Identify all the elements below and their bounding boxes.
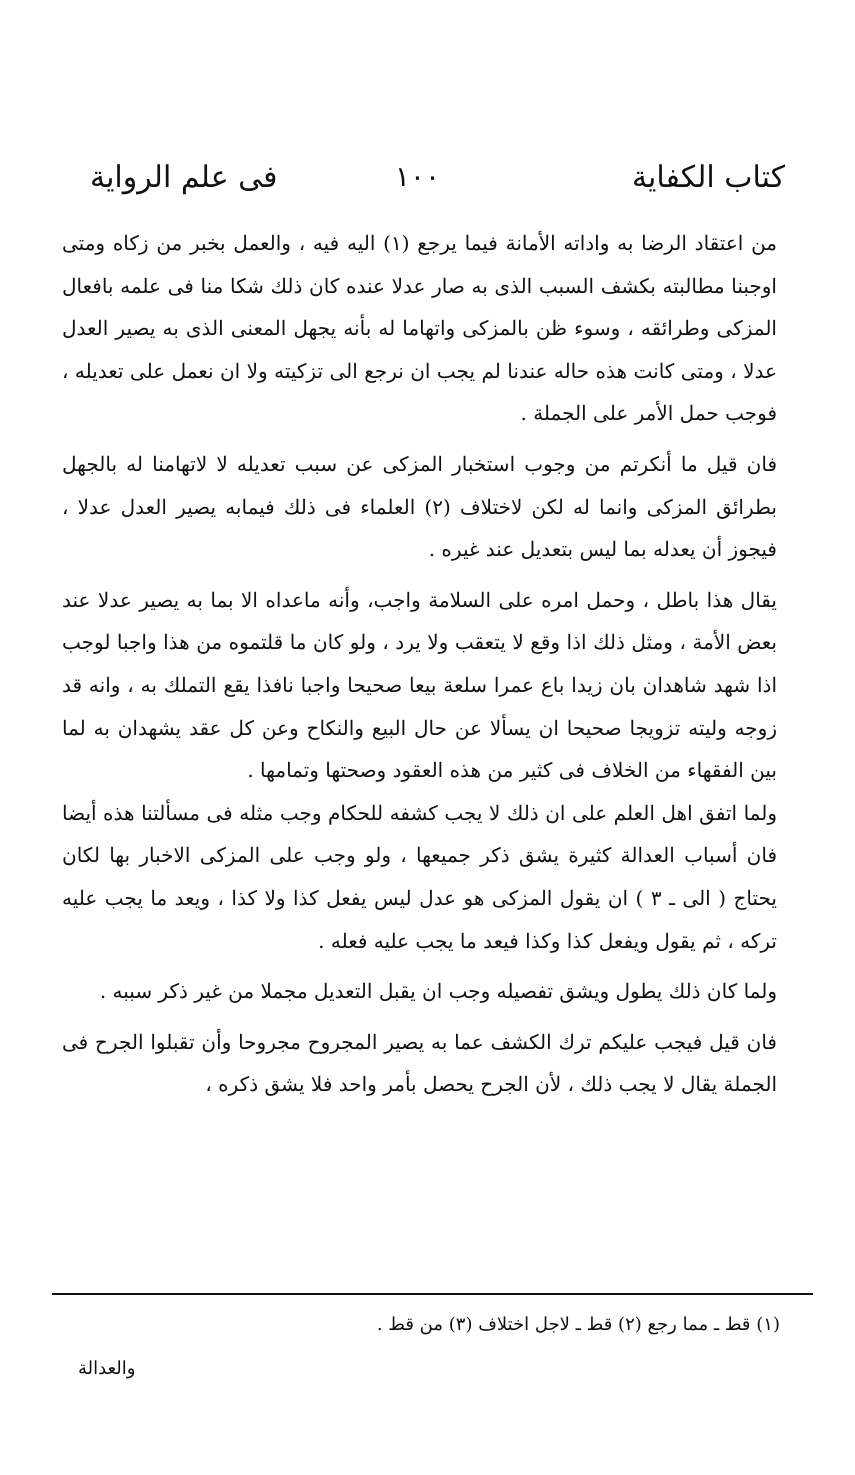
main-text <box>62 222 777 1106</box>
paragraph: ولما كان ذلك يطول ويشق تفصيله وجب ان يقبل التعديل مجملا من غير ذكر سببه . <box>99 979 777 1004</box>
paragraph: فان قيل ما أنكرتم من وجوب استخبار المزكى عن سبب تعديله لا لاتهامنا له بالجهل بطرائق المزكى وانما له لكن لاختلاف (٢) العلماء فى ذلك فيمابه يصير العدل عدلا ، فيجوز أن يعدله بما ليس بتعديل عند غيره . <box>62 451 777 562</box>
paragraph: من اعتقاد الرضا به واداته الأمانة فيما يرجع (١) اليه فيه ، والعمل بخبر من زكاه ومتى اوجبنا مطالبته بكشف السبب الذى به صار عدلا عنده كان ذلك شكا منا فى علمه بافعال المزكى وطرائقه ، وسوء ظن بالمزكى واتهاما له بأنه يجهل المعنى الذى به يصير العدل عدلا ، ومتى كانت هذه حاله عندنا لم يجب ان نرجع الى تزكيته ولا ان نعمل على تعديله ، فوجب حمل الأمر على الجملة . <box>62 231 777 426</box>
footnote: (١) قط ـ مما رجع (٢) قط ـ لاجل اختلاف (٣) من قط . <box>376 1314 780 1335</box>
catchword: والعدالة <box>78 1358 136 1379</box>
page-header <box>60 160 795 210</box>
paragraph: يقال هذا باطل ، وحمل امره على السلامة واجب، وأنه ماعداه الا بما به يصير عدلا عند بعض الأمة ، ومثل ذلك اذا وقع لا يتعقب ولا يرد ، ولو كان ما قلتموه من هذا واجبا لوجب اذا شهد شاهدان بان زيدا باع عمرا سلعة بيعا صحيحا واجبا نافذا يقع التملك به ، وانه قد زوجه وليته تزويجا صحيحا ان يسألا عن حال البيع والنكاح وعن كل عقد يشهدان به لما بين الفقهاء من الخلاف فى كثير من هذه العقود وصحتها وتمامها . <box>62 587 777 783</box>
footnote-divider <box>52 1293 813 1295</box>
paragraph: ولما اتفق اهل العلم على ان ذلك لا يجب كشفه للحكام وجب مثله فى مسألتنا هذه أيضا فان أسباب العدالة كثيرة يشق ذكر جميعها ، ولو وجب على المزكى الاخبار بها لكان يحتاج ( الى ـ ٣ ) ان يقول المزكى هو عدل ليس يفعل كذا ولا كذا ، ويعد ما يجب عليه تركه ، ثم يقول ويفعل كذا وكذا فيعد ما يجب عليه فعله . <box>62 800 777 953</box>
book-title: كتاب الكفاية <box>631 160 785 195</box>
section-title: فى علم الرواية <box>90 160 278 195</box>
paragraph: فان قيل فيجب عليكم ترك الكشف عما به يصير المجروح مجروحا وأن تقبلوا الجرح فى الجملة يقال لا يجب ذلك ، لأن الجرح يحصل بأمر واحد فلا يشق ذكره ، <box>62 1029 777 1097</box>
page-number: ١٠٠ <box>394 160 440 193</box>
